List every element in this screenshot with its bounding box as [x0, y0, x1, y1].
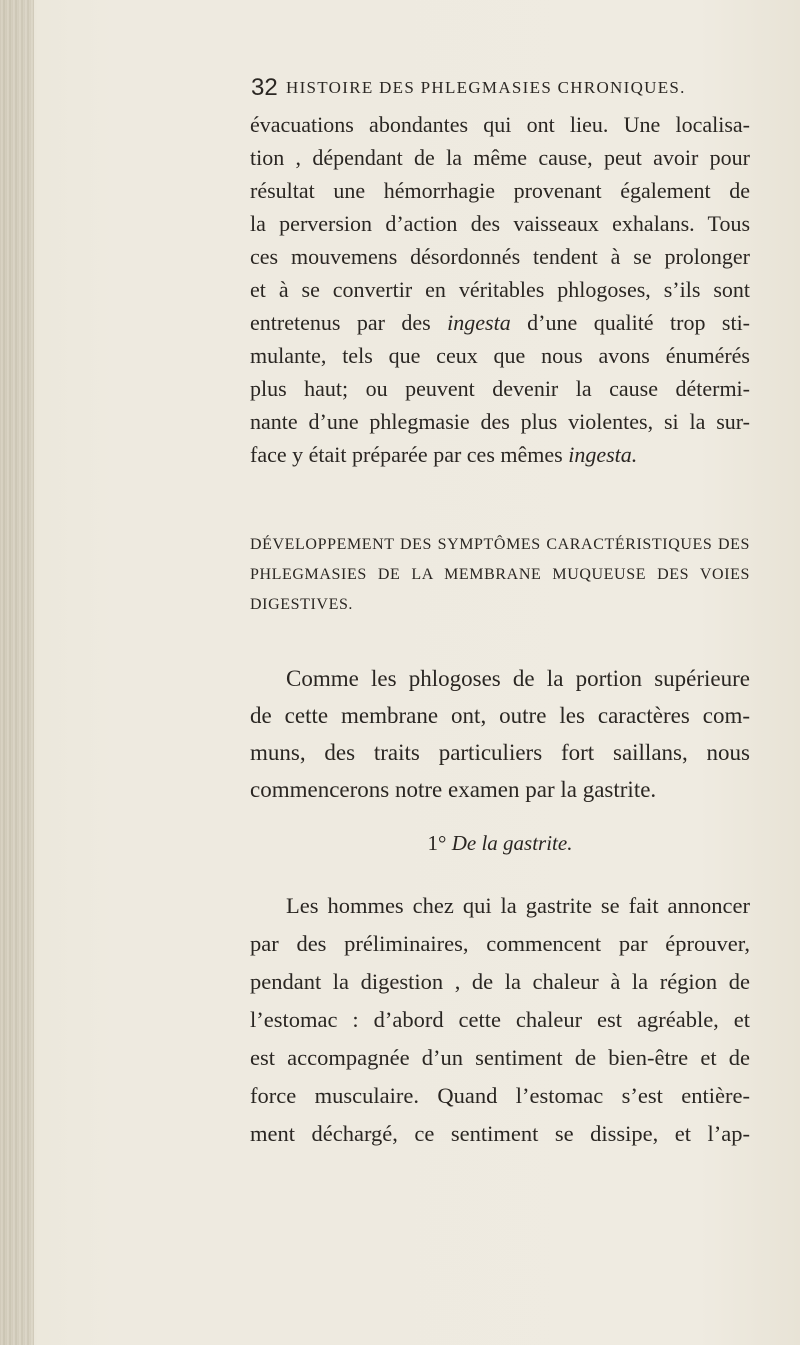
heading-line: DÉVELOPPEMENT DES SYMPTÔMES CARACTÉRISTIQUES DES: [250, 536, 750, 553]
text-line-with-italic: [250, 306, 750, 339]
page-number: 32: [251, 74, 278, 101]
subsection-title: [250, 828, 750, 858]
paragraph-3: [250, 887, 750, 1153]
running-title: HISTOIRE DES PHLEGMASIES CHRONIQUES.: [286, 78, 686, 97]
text-line: Les hommes chez qui la gastrite se fait annoncer: [286, 893, 750, 918]
text-line: commencerons notre examen par la gastrite.: [250, 777, 657, 802]
text-line: nante d’une phlegmasie des plus violentes, si la sur-: [250, 409, 750, 434]
italic-word: ingesta.: [568, 442, 638, 467]
text-line: tion , dépendant de la même cause, peut avoir pour: [250, 145, 750, 170]
subsection-name: De la gastrite.: [451, 831, 573, 855]
text-line: résultat une hémorrhagie provenant également de: [250, 178, 750, 203]
text-fragment: d’une qualité trop sti-: [527, 310, 751, 335]
text-line: l’estomac : d’abord cette chaleur est agréable, et: [250, 1007, 750, 1032]
text-line: plus haut; ou peuvent devenir la cause détermi-: [250, 376, 750, 401]
heading-line: DIGESTIVES.: [250, 596, 354, 613]
book-binding-edge: [0, 0, 34, 1345]
paragraph-1: [250, 108, 750, 471]
text-line: et à se convertir en véritables phlogoses, s’ils sont: [250, 277, 750, 302]
text-line: est accompagnée d’un sentiment de bien-être et de: [250, 1045, 750, 1070]
text-line: muns, des traits particuliers fort saillans, nous: [250, 740, 750, 765]
text-line: ment déchargé, ce sentiment se dissipe, et l’ap-: [250, 1121, 750, 1146]
italic-word: ingesta: [447, 310, 511, 335]
section-heading: [250, 530, 750, 620]
text-line: évacuations abondantes qui ont lieu. Une localisa-: [250, 112, 750, 137]
text-line-with-italic: [250, 438, 750, 471]
text-line: mulante, tels que ceux que nous avons énumérés: [250, 343, 750, 368]
heading-line: PHLEGMASIES DE LA MEMBRANE MUQUEUSE DES VOIES: [250, 566, 750, 583]
subsection-number: 1°: [427, 831, 447, 855]
text-line: par des préliminaires, commencent par éprouver,: [250, 931, 750, 956]
paragraph-2: [250, 660, 750, 808]
text-fragment: face y était préparée par ces mêmes: [250, 442, 569, 467]
text-line: la perversion d’action des vaisseaux exhalans. Tous: [250, 211, 750, 236]
text-line: Comme les phlogoses de la portion supérieure: [286, 666, 750, 691]
text-line: de cette membrane ont, outre les caractères com-: [250, 703, 750, 728]
text-fragment: entretenus par des: [250, 310, 448, 335]
text-line: pendant la digestion , de la chaleur à la région de: [250, 969, 750, 994]
text-line: force musculaire. Quand l’estomac s’est entière-: [250, 1083, 750, 1108]
text-line: ces mouvemens désordonnés tendent à se prolonger: [250, 244, 750, 269]
